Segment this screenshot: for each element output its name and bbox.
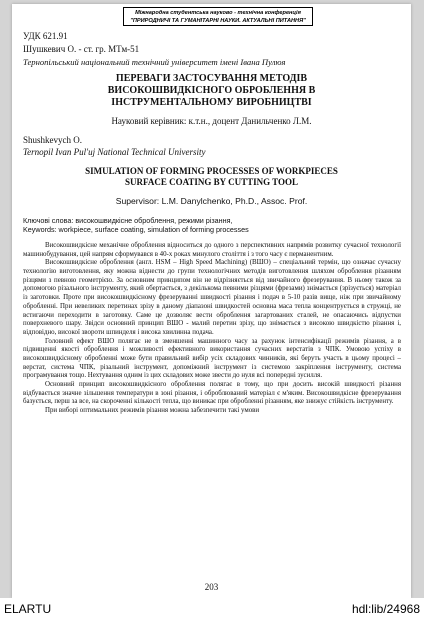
udk-code: УДК 621.91 <box>23 31 68 41</box>
affiliation-en: Ternopil Ivan Pul'uj National Technical University <box>23 147 206 157</box>
affiliation-ua: Тернопільський національний технічний університет імені Івана Пулюя <box>23 57 286 67</box>
author-ua: Шушкевич О. - ст. гр. МТм-51 <box>23 44 140 54</box>
title-en-line: SURFACE COATING BY CUTTING TOOL <box>124 177 299 187</box>
title-ua-line: ВИСОКОШВИДКІСНОГО ОБРОБЛЕННЯ В <box>107 85 316 96</box>
title-ua-line: ІНСТРУМЕНТАЛЬНОМУ ВИРОБНИЦТВІ <box>111 97 312 108</box>
handle-id: hdl:lib/24968 <box>351 602 420 616</box>
article-body <box>23 242 401 416</box>
document-page <box>12 4 411 598</box>
keywords-ua: Ключові слова: високошвидкісне оброблення, режими різання, <box>23 216 233 225</box>
title-ua-line: ПЕРЕВАГИ ЗАСТОСУВАННЯ МЕТОДІВ <box>115 73 308 84</box>
body-paragraph: Основний принцип високошвидкісного оброблення полягає в тому, що при досить високій швидкості різання відбувається значне зільшення температури в зоні різання, і оброблюваний матеріал є м'яким. Високошвидкісне фрезерування базується, перш за все, на скороченні кількості тепла, що виникає при обробленні різанням, яке знижує стійкість інструменту. <box>23 381 401 406</box>
body-paragraph: Високошвидкісне оброблення (англ. HSM – High Speed Machining) (ВШО) – спеціальний термін, що означає сучасну технологію виготовлення, яку можна віднести до групи технологічних методів виготовлення шляхом оброблення різанням різцями з певною геометрією. За основним принципом він не відрізняється від звичайного фрезерування. В ньому також за допомогою різального інструменту, який обертається, з декількома певними різцями (фрезами) знімається (зрізується) матеріал із заготовки. Проте при високошвидкісному фрезеруванні швидкості різання і подач в 5-10 разів вище, ніж при звичайному обробленні. При невеликих перетинах зрізу в даному діапазоні швидкостей основна маса тепла концентрується в стружці, не встигаючи переходити в заготовку. Саме це дозволяє вести оброблення загартованих сталей, не опасаючись відпустки поверхневого шару. Звідси основний принцип ВШО - малий перетин зрізу, що знімається з високою швидкістю різання і, відповідно, високої звороти шпинделя і висока хвилинна подача. <box>23 259 401 336</box>
title-en-line: SIMULATION OF FORMING PROCESSES OF WORKPIECES <box>85 166 338 176</box>
conference-header-box <box>123 7 313 26</box>
repository-name: ELARTU <box>4 602 52 616</box>
repository-footer <box>0 598 424 620</box>
keywords-en: Keywords: workpiece, surface coating, simulation of forming processes <box>23 225 249 234</box>
title-en <box>12 166 411 188</box>
body-paragraph: При виборі оптимальних режимів різання можна забезпечити такі умови <box>45 407 260 415</box>
supervisor-en: Supervisor: L.M. Danylchenko, Ph.D., Assoc. Prof. <box>115 196 308 206</box>
conference-theme: "ПРИРОДНИЧІ ТА ГУМАНІТАРНІ НАУКИ. АКТУАЛЬНІ ПИТАННЯ" <box>130 18 306 24</box>
page-number: 203 <box>204 582 219 592</box>
title-ua <box>12 73 411 109</box>
body-paragraph: Високошвидкісне механічне оброблення відноситься до одного з перспективних напрямів розвитку сучасної технології машинобудування, цей напрям сформувався в 40-х роках минулого століття і з того часу є перманентним. <box>23 242 401 258</box>
conference-name: Міжнародна студентська науково - технічна конференція <box>135 10 301 16</box>
author-en: Shushkevych O. <box>23 135 82 145</box>
body-paragraph: Головний ефект ВШО полягає не в зменшенні машинного часу за рахунок інтенсифікації режимів різання, а в підвищенні якості оброблення і можливості ефективного використання сучасних верстатів з ЧПК. Умовою успіху в високошвидкісному обробленні може бути правильний вибір усіх складових чинників, які беруть участь в цьому процесі – верстат, система ЧПК, різальний інструмент, допоміжний інструмент із системою закріплення інструменту, система програмування тощо. Нехтування одним із цих складових може звести до нуля всі попередні зусилля. <box>23 337 401 380</box>
supervisor-ua: Науковий керівник: к.т.н., доцент Данильченко Л.М. <box>111 116 312 126</box>
